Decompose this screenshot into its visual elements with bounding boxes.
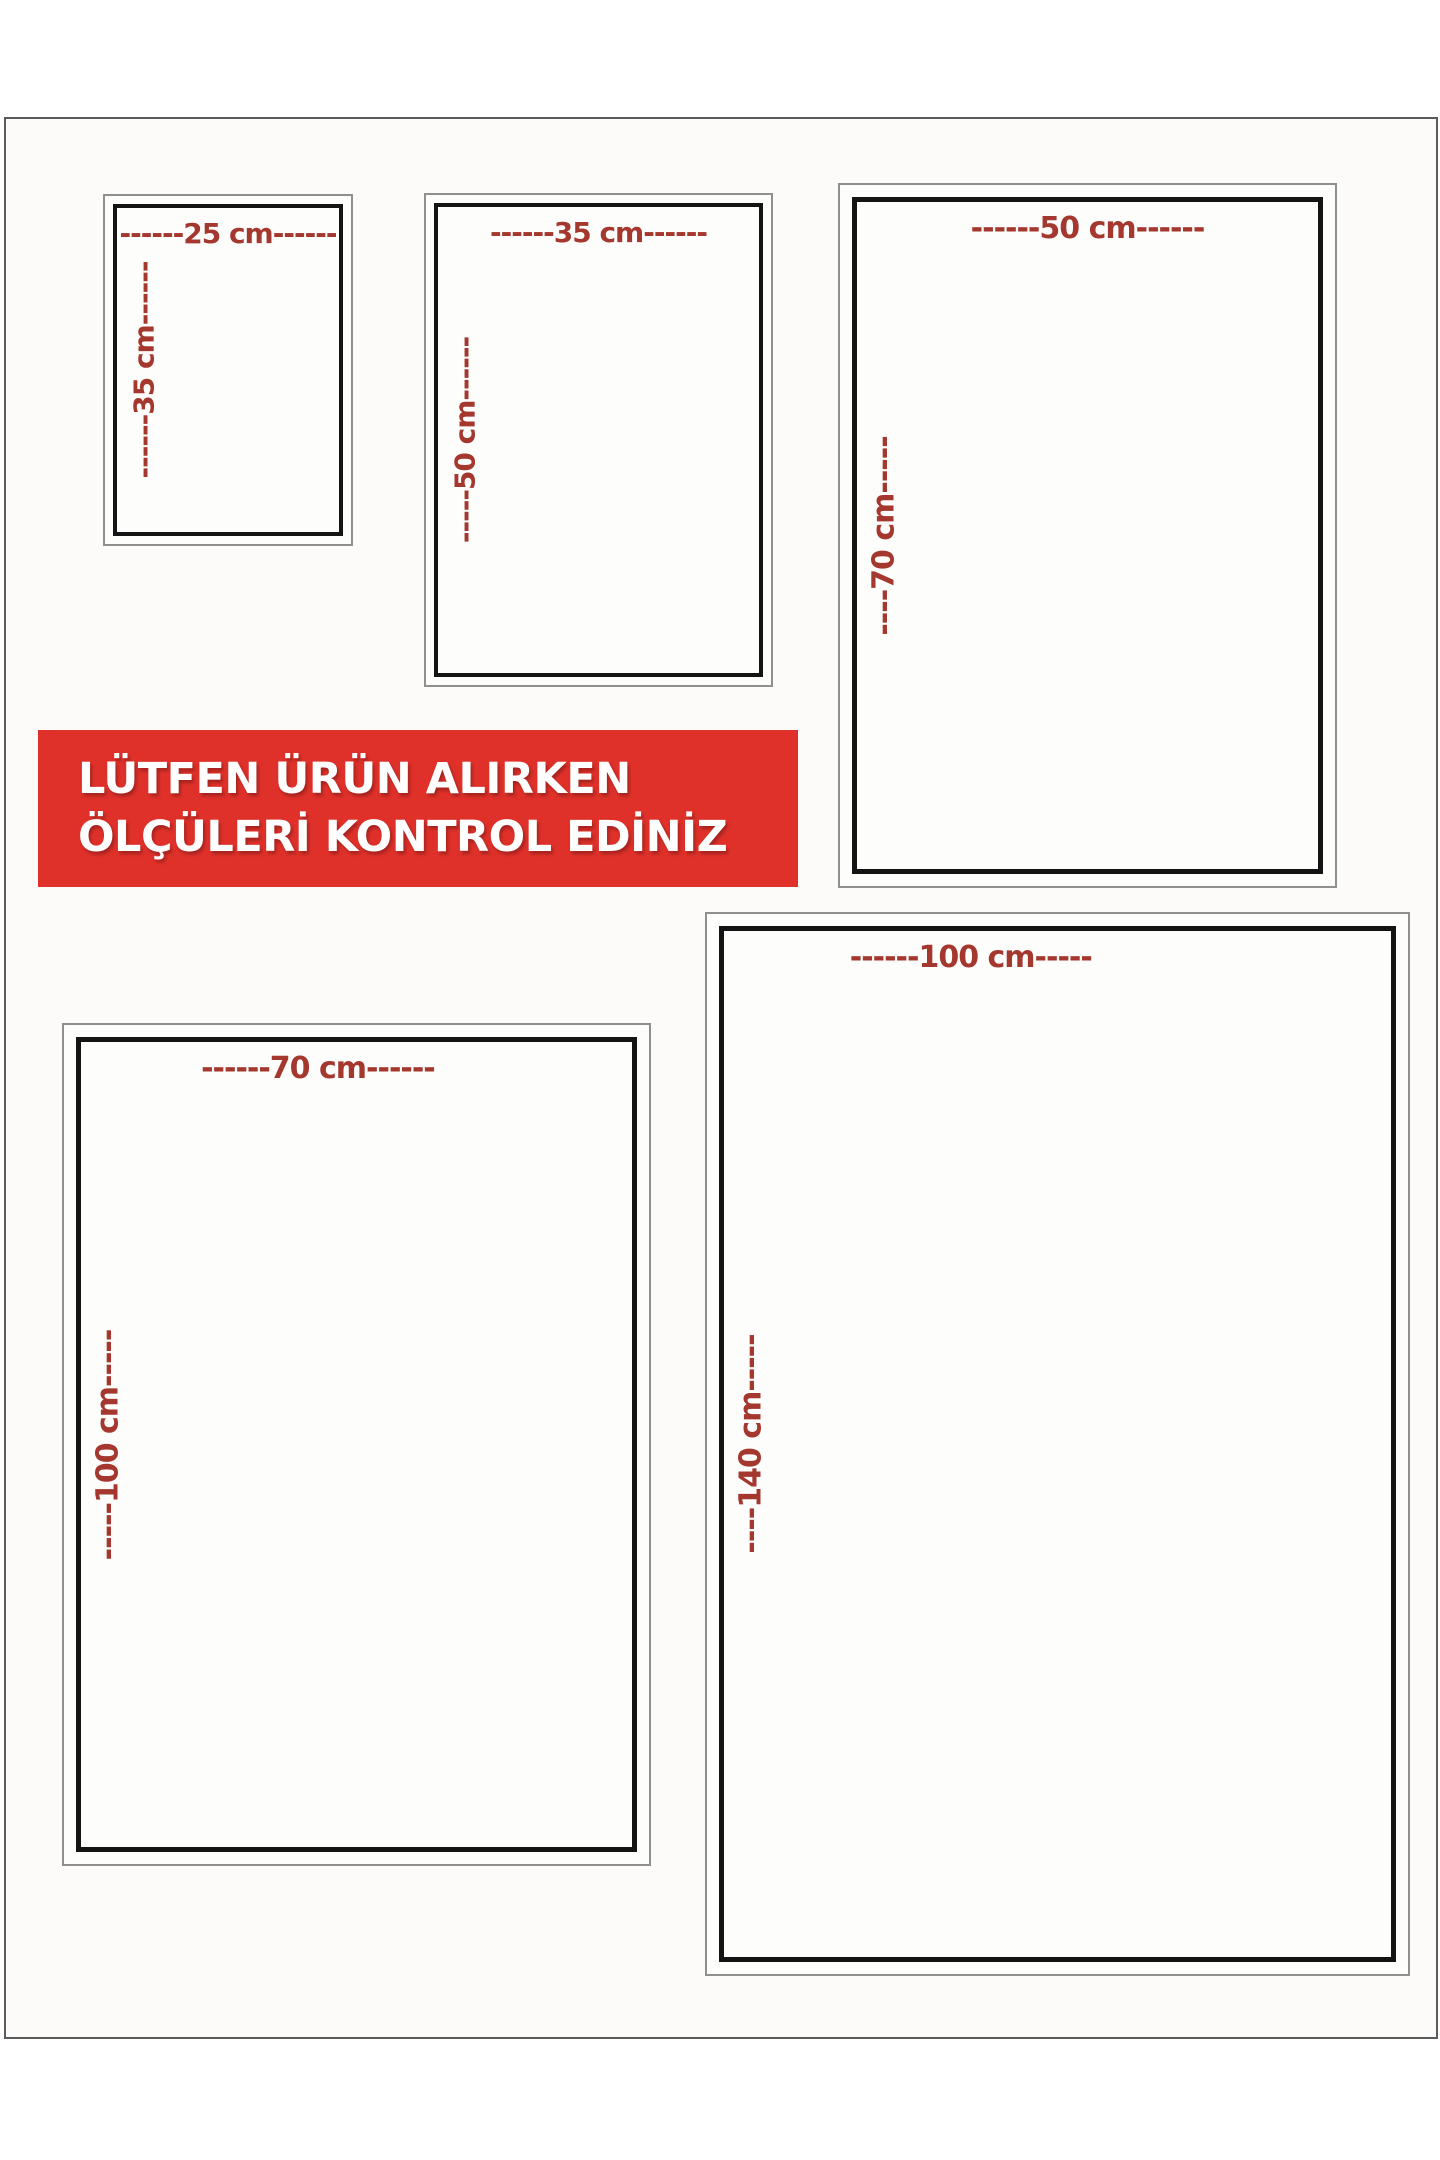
height-dimension-label-35cm: ------35 cm------ bbox=[127, 261, 161, 479]
height-dimension-label-70cm: ----70 cm----- bbox=[866, 435, 902, 636]
notice-banner-line-2: ÖLÇÜLERİ KONTROL EDİNİZ bbox=[78, 812, 728, 862]
size-rect-border-100x140 bbox=[719, 926, 1396, 1962]
size-rect-border-70x100 bbox=[76, 1037, 637, 1852]
size-card-70x100 bbox=[62, 1023, 651, 1866]
size-card-25x35 bbox=[103, 194, 353, 546]
width-dimension-label-50cm: ------50 cm------ bbox=[970, 211, 1205, 246]
size-rect-border-25x35 bbox=[113, 204, 343, 536]
size-card-35x50 bbox=[424, 193, 773, 687]
width-dimension-label-100cm: ------100 cm----- bbox=[849, 940, 1092, 975]
size-card-50x70 bbox=[838, 183, 1337, 888]
height-dimension-label-100cm: -----100 cm----- bbox=[90, 1329, 126, 1560]
notice-banner bbox=[38, 730, 798, 887]
width-dimension-label-25cm: ------25 cm------ bbox=[119, 217, 337, 250]
size-rect-border-35x50 bbox=[434, 203, 763, 677]
size-rect-border-50x70 bbox=[852, 197, 1323, 874]
width-dimension-label-70cm: ------70 cm------ bbox=[201, 1051, 435, 1086]
height-dimension-label-140cm: ----140 cm----- bbox=[733, 1334, 769, 1554]
height-dimension-label-50cm: -----50 cm------ bbox=[448, 336, 482, 544]
size-card-100x140 bbox=[705, 912, 1410, 1976]
notice-banner-line-1: LÜTFEN ÜRÜN ALIRKEN bbox=[78, 754, 631, 804]
width-dimension-label-35cm: ------35 cm------ bbox=[490, 216, 707, 249]
page-card bbox=[4, 117, 1438, 2039]
